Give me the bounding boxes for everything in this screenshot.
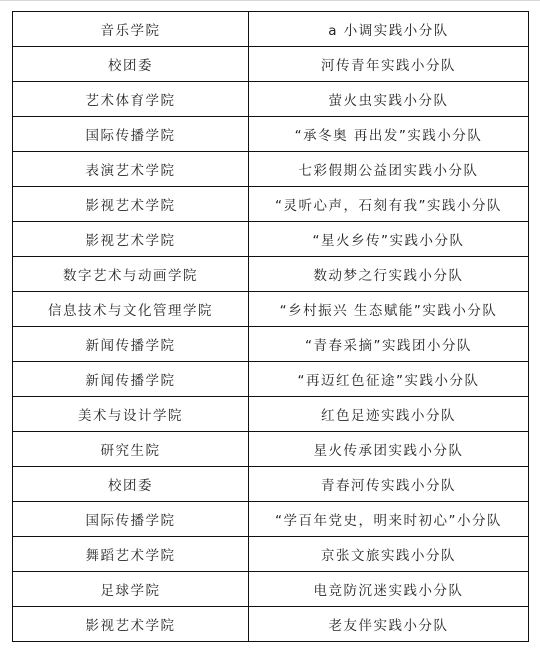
college-cell: 新闻传播学院: [13, 362, 249, 397]
college-cell: 国际传播学院: [13, 502, 249, 537]
team-name-cell: “承冬奥 再出发”实践小分队: [249, 117, 529, 152]
table-row: [13, 607, 529, 642]
college-cell: 表演艺术学院: [13, 152, 249, 187]
table-row: [13, 502, 529, 537]
page-top-rule: [0, 0, 540, 1]
team-name-cell: “星火乡传”实践小分队: [249, 222, 529, 257]
college-cell: 国际传播学院: [13, 117, 249, 152]
college-cell: 足球学院: [13, 572, 249, 607]
college-cell: 音乐学院: [13, 12, 249, 47]
team-name-cell: 萤火虫实践小分队: [249, 82, 529, 117]
college-cell: 研究生院: [13, 432, 249, 467]
table-row: [13, 82, 529, 117]
table-row: [13, 12, 529, 47]
college-cell: 校团委: [13, 467, 249, 502]
team-name-cell: 七彩假期公益团实践小分队: [249, 152, 529, 187]
table-row: [13, 152, 529, 187]
college-cell: 数字艺术与动画学院: [13, 257, 249, 292]
team-name-cell: 青春河传实践小分队: [249, 467, 529, 502]
team-name-cell: “青春采摘”实践团小分队: [249, 327, 529, 362]
college-cell: 影视艺术学院: [13, 222, 249, 257]
college-cell: 艺术体育学院: [13, 82, 249, 117]
table-row: [13, 222, 529, 257]
college-cell: 新闻传播学院: [13, 327, 249, 362]
team-name-cell: “再迈红色征途”实践小分队: [249, 362, 529, 397]
team-name-cell: 电竞防沉迷实践小分队: [249, 572, 529, 607]
team-name-cell: 数动梦之行实践小分队: [249, 257, 529, 292]
team-name-cell: “乡村振兴 生态赋能”实践小分队: [249, 292, 529, 327]
college-cell: 舞蹈艺术学院: [13, 537, 249, 572]
college-cell: 校团委: [13, 47, 249, 82]
table-row: [13, 257, 529, 292]
table-row: [13, 327, 529, 362]
table-row: [13, 572, 529, 607]
table-row: [13, 47, 529, 82]
team-name-cell: “学百年党史，明来时初心”小分队: [249, 502, 529, 537]
table-row: [13, 362, 529, 397]
team-name-cell: “灵听心声，石刻有我”实践小分队: [249, 187, 529, 222]
college-cell: 美术与设计学院: [13, 397, 249, 432]
table-row: [13, 397, 529, 432]
table-row: [13, 537, 529, 572]
team-name-cell: 京张文旅实践小分队: [249, 537, 529, 572]
college-cell: 影视艺术学院: [13, 187, 249, 222]
college-cell: 影视艺术学院: [13, 607, 249, 642]
team-roster-body: [13, 12, 529, 642]
team-roster-table: [12, 11, 529, 642]
college-cell: 信息技术与文化管理学院: [13, 292, 249, 327]
table-row: [13, 467, 529, 502]
table-row: [13, 187, 529, 222]
team-name-cell: 老友伴实践小分队: [249, 607, 529, 642]
team-name-cell: 河传青年实践小分队: [249, 47, 529, 82]
table-row: [13, 432, 529, 467]
table-row: [13, 117, 529, 152]
team-name-cell: 星火传承团实践小分队: [249, 432, 529, 467]
team-name-cell: a 小调实践小分队: [249, 12, 529, 47]
team-name-cell: 红色足迹实践小分队: [249, 397, 529, 432]
table-row: [13, 292, 529, 327]
